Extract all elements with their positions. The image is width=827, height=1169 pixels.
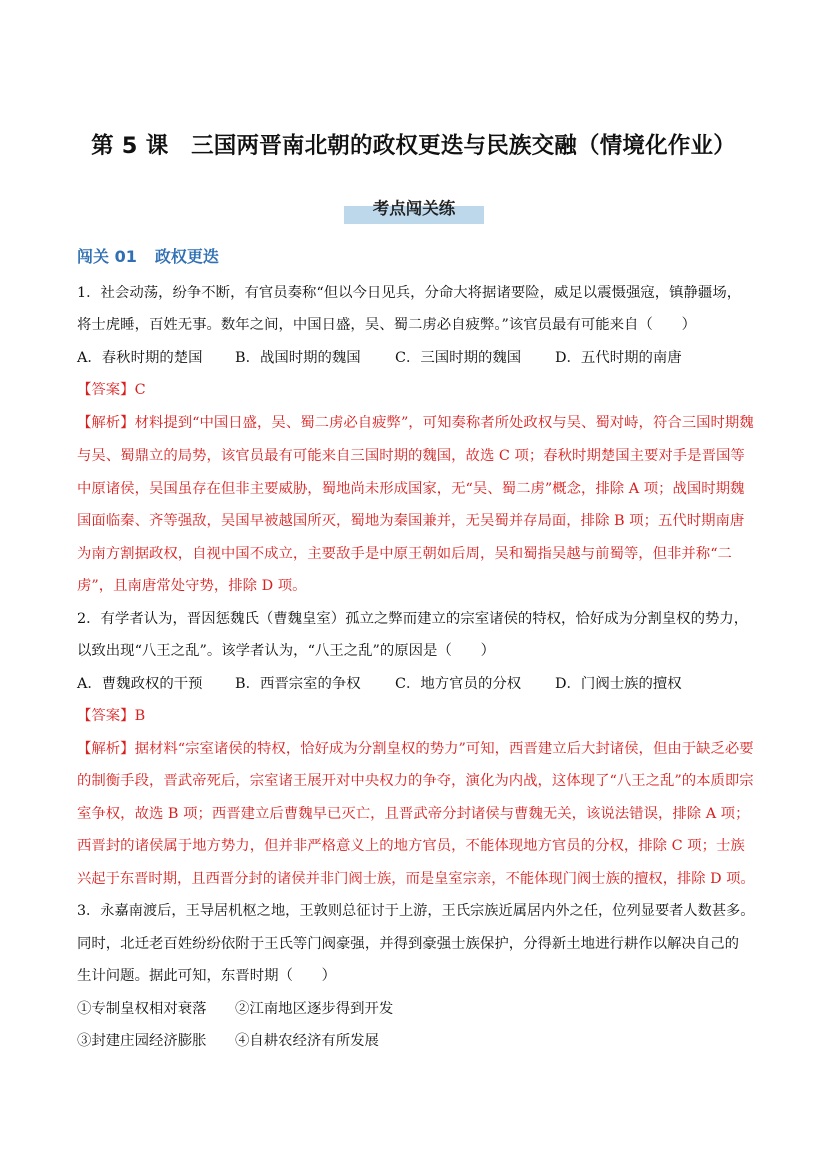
section-heading [77, 244, 219, 267]
q3-stem-line: 生计问题。据此可知，东晋时期（ ） [77, 968, 337, 984]
q3-item-3: ③封建庄园经济膨胀 [77, 1033, 207, 1049]
q3-item-2: ②江南地区逐步得到开发 [235, 1001, 394, 1017]
section-name: 政权更迭 [154, 247, 219, 266]
q2-answer: 【答案】B [77, 708, 146, 724]
q1-analysis-line: 【解析】材料提到“中国日盛，吴、蜀二虏必自疲弊”，可知奏称者所处政权与吴、蜀对峙，符合三国时期魏 [77, 415, 754, 431]
q2-stem-line: 2．有学者认为，晋因惩魏氏（曹魏皇室）孤立之弊而建立的宗室诸侯的特权，恰好成为分割皇权的势力， [77, 611, 749, 627]
q2-analysis-line: 室争权，故选 B 项；西晋建立后曹魏早已灭亡，且晋武帝分封诸侯与曹魏无关，该说法错误，排除 A 项； [77, 806, 750, 822]
q2-option-b: B．西晋宗室的争权 [235, 676, 361, 692]
q2-option-a: A．曹魏政权的干预 [77, 676, 203, 692]
q1-analysis-line: 虏”，且南唐常处守势，排除 D 项。 [77, 578, 307, 594]
q2-analysis-line: 西晋封的诸侯属于地方势力，但并非严格意义上的地方官员，不能体现地方官员的分权，排除 C 项；士族 [77, 838, 745, 854]
q3-item-4: ④自耕农经济有所发展 [235, 1033, 379, 1049]
q1-stem-line: 1．社会动荡，纷争不断，有官员奏称“但以今日见兵，分命大将据诸要险，威足以震慑强寇，镇静疆场， [77, 285, 742, 301]
q1-option-b: B．战国时期的魏国 [235, 350, 361, 366]
q3-stem-line: 同时，北迁老百姓纷纷依附于王氏等门阀豪强，并得到豪强士族保护，分得新土地进行耕作以解决自己的 [77, 936, 739, 952]
q1-analysis-line: 国面临秦、齐等强敌，吴国早被越国所灭，蜀地为秦国兼并，无吴蜀并存局面，排除 B 项；五代时期南唐 [77, 513, 745, 529]
q1-analysis-line: 为南方割据政权，自视中国不成立，主要敌手是中原王朝如后周，吴和蜀指吴越与前蜀等，但非并称“二 [77, 546, 732, 562]
q1-stem-line: 将士虎睡，百姓无事。数年之间，中国日盛，吴、蜀二虏必自疲弊。”该官员最有可能来自（ ） [77, 317, 696, 333]
q1-option-d: D．五代时期的南唐 [555, 350, 682, 366]
q2-stem-line: 以致出现“八王之乱”。该学者认为，“八王之乱”的原因是（ ） [77, 643, 495, 659]
page-title: 第 5 课 三国两晋南北朝的政权更迭与民族交融（情境化作业） [91, 133, 736, 159]
section-number: 闯关 01 [77, 247, 137, 266]
q2-option-d: D．门阀士族的擅权 [555, 676, 682, 692]
banner-text: 考点闯关练 [372, 199, 456, 218]
q3-stem-line: 3．永嘉南渡后，王导居机枢之地，王敦则总征讨于上游，王氏宗族近属居内外之任，位列显要者人数甚多。 [77, 903, 755, 919]
q2-analysis-line: 的制衡手段，晋武帝死后，宗室诸王展开对中央权力的争夺，演化为内战，这体现了“八王之乱”的本质即宗 [77, 773, 754, 789]
q1-answer: 【答案】C [77, 382, 146, 398]
q2-option-c: C．地方官员的分权 [395, 676, 522, 692]
q3-item-1: ①专制皇权相对衰落 [77, 1001, 207, 1017]
q2-analysis-line: 【解析】据材料“宗室诸侯的特权，恰好成为分割皇权的势力”可知，西晋建立后大封诸侯，但由于缺乏必要 [77, 741, 754, 757]
q1-option-c: C．三国时期的魏国 [395, 350, 522, 366]
q1-analysis-line: 中原诸侯，吴国虽存在但非主要威胁，蜀地尚未形成国家，无“吴、蜀二虏”概念，排除 A 项；战国时期魏 [77, 481, 745, 497]
q1-option-a: A．春秋时期的楚国 [77, 350, 203, 366]
q2-analysis-line: 兴起于东晋时期，且西晋分封的诸侯并非门阀士族，而是皇室宗亲，不能体现门阀士族的擅权，排除 D 项。 [77, 871, 755, 887]
section-banner [344, 196, 484, 224]
q1-analysis-line: 与吴、蜀鼎立的局势，该官员最有可能来自三国时期的魏国，故选 C 项；春秋时期楚国主要对手是晋国等 [77, 448, 745, 464]
